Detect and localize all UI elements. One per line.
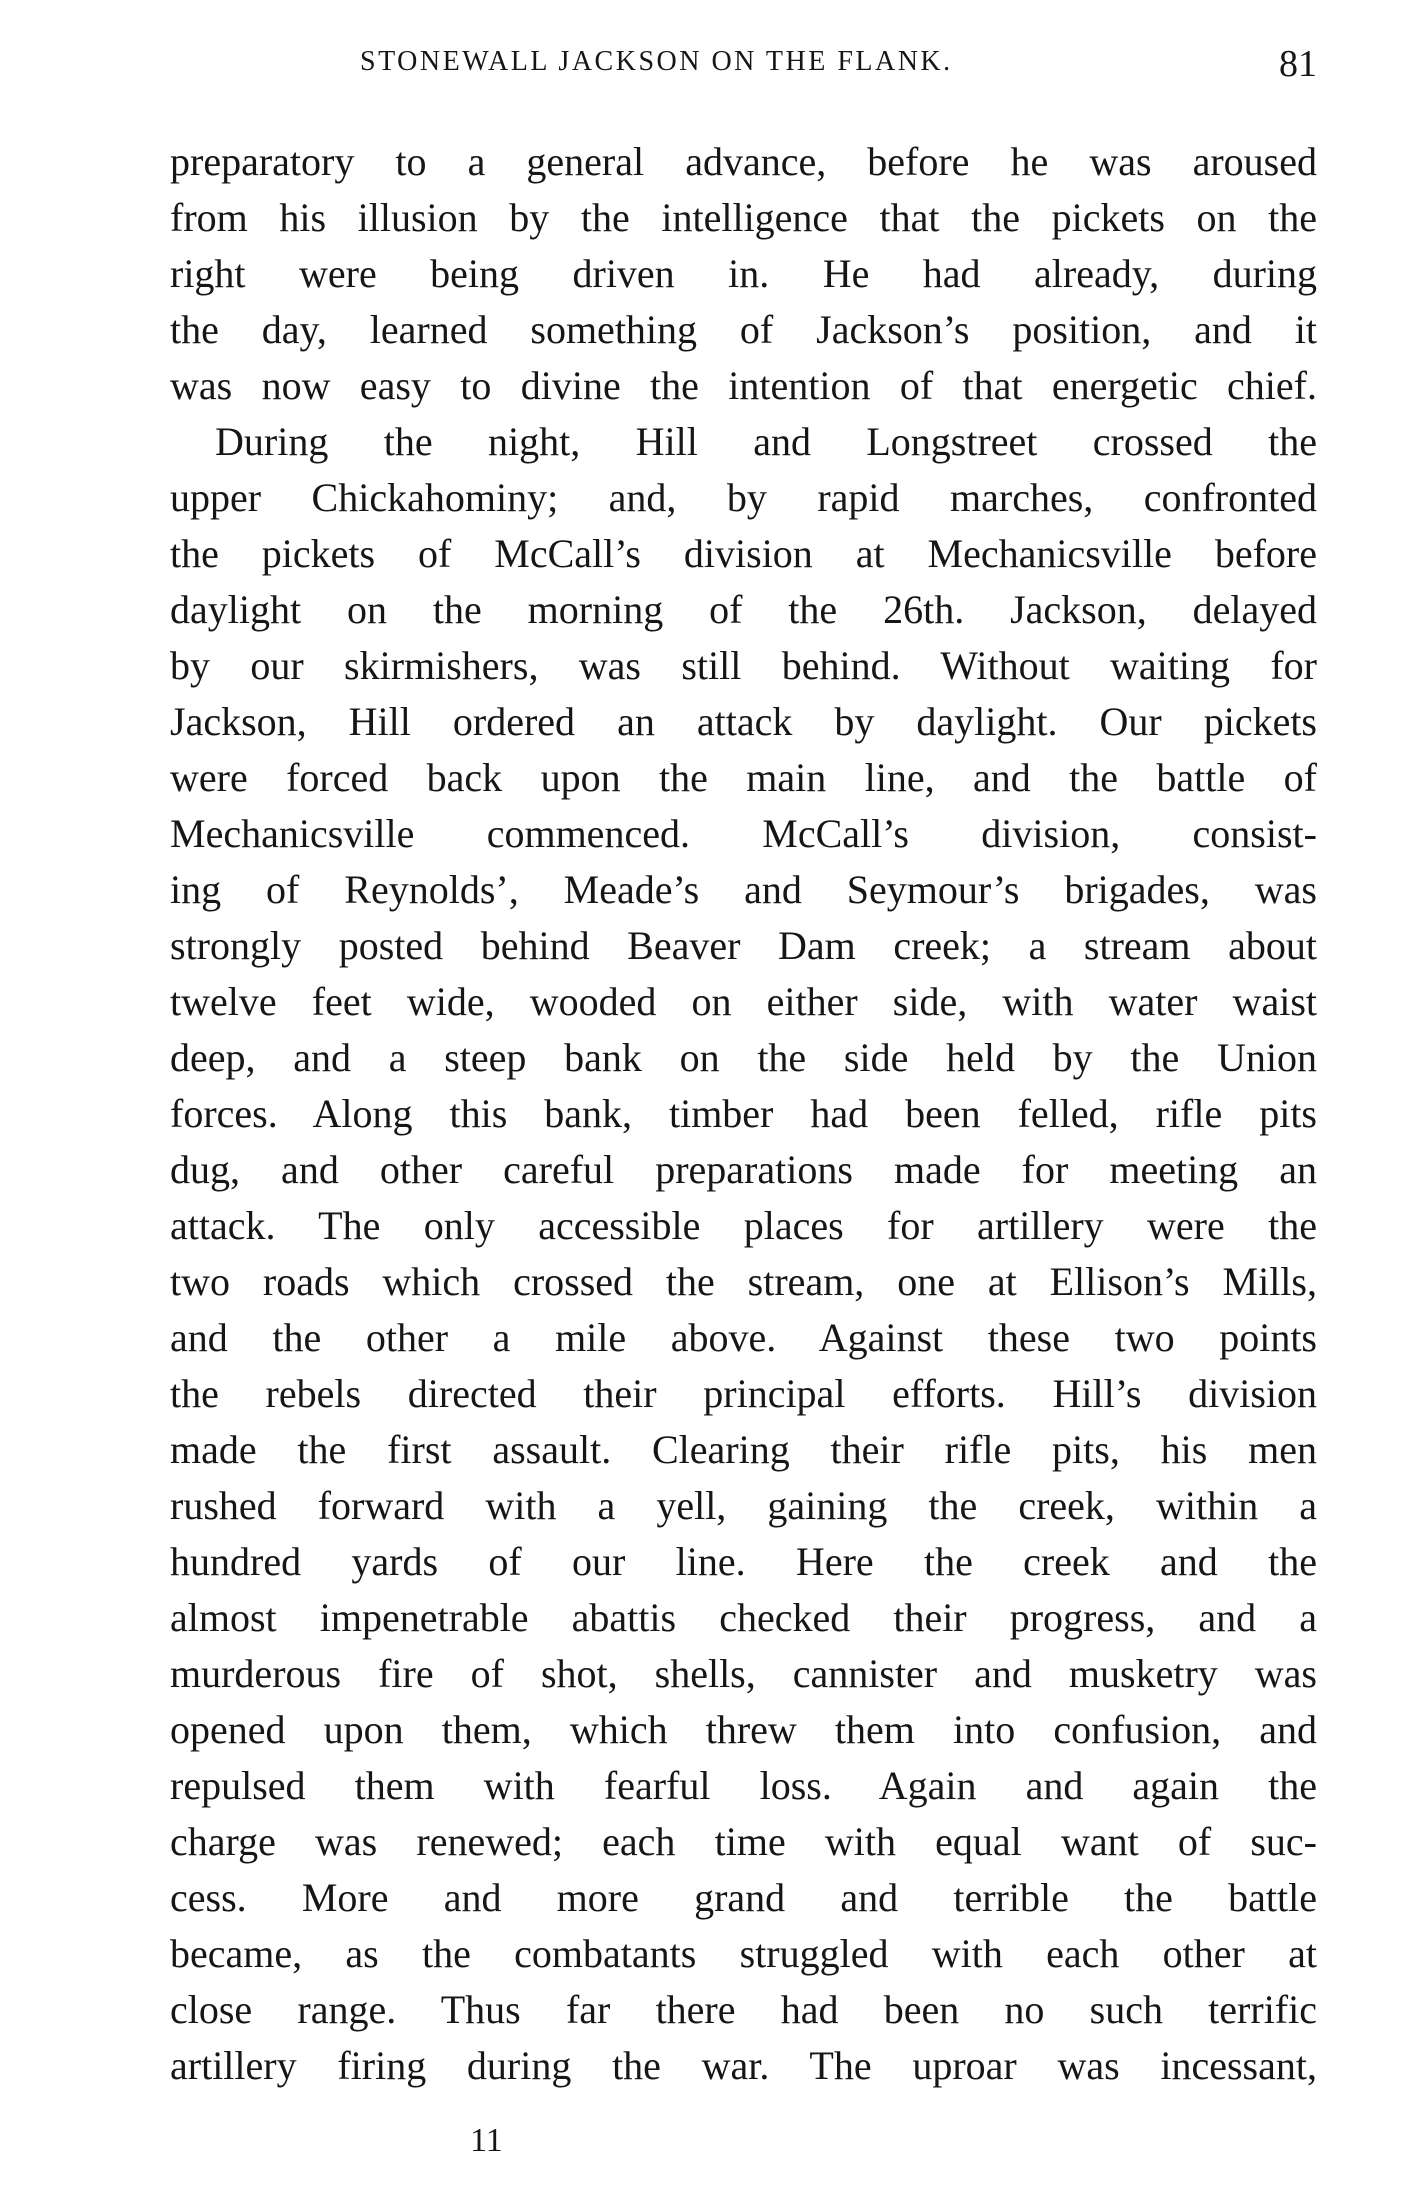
text-line: two roads which crossed the stream, one at Ellison’s Mills, <box>170 1259 1317 1304</box>
text-line: repulsed them with fearful loss. Again and again the <box>170 1763 1317 1808</box>
text-line: right were being driven in. He had already, during <box>170 251 1317 296</box>
text-line: opened upon them, which threw them into confusion, and <box>170 1707 1317 1752</box>
text-line: the rebels directed their principal efforts. Hill’s division <box>170 1371 1317 1416</box>
text-line: preparatory to a general advance, before he was aroused <box>170 139 1317 184</box>
text-line: and the other a mile above. Against these two points <box>170 1315 1317 1360</box>
text-line: almost impenetrable abattis checked their progress, and a <box>170 1595 1317 1640</box>
text-line: upper Chickahominy; and, by rapid marches, confronted <box>170 475 1317 520</box>
signature-mark: 11 <box>470 2122 503 2159</box>
text-line: rushed forward with a yell, gaining the creek, within a <box>170 1483 1317 1528</box>
text-line: was now easy to divine the intention of that energetic chief. <box>170 363 1317 408</box>
text-line: cess. More and more grand and terrible the battle <box>170 1875 1317 1920</box>
paragraph-start-line: During the night, Hill and Longstreet crossed the <box>215 419 1317 464</box>
text-line: close range. Thus far there had been no such terrific <box>170 1987 1317 2032</box>
text-line: Jackson, Hill ordered an attack by daylight. Our pickets <box>170 699 1317 744</box>
text-line: twelve feet wide, wooded on either side, with water waist <box>170 979 1317 1024</box>
text-line: strongly posted behind Beaver Dam creek; a stream about <box>170 923 1317 968</box>
text-line: made the first assault. Clearing their rifle pits, his men <box>170 1427 1317 1472</box>
text-line: the day, learned something of Jackson’s position, and it <box>170 307 1317 352</box>
body-text <box>170 134 1317 2094</box>
text-line: were forced back upon the main line, and the battle of <box>170 755 1317 800</box>
text-line: ing of Reynolds’, Meade’s and Seymour’s brigades, was <box>170 867 1317 912</box>
text-line: the pickets of McCall’s division at Mechanicsville before <box>170 531 1317 576</box>
page-number: 81 <box>1279 43 1317 85</box>
text-line: from his illusion by the intelligence that the pickets on the <box>170 195 1317 240</box>
text-line: forces. Along this bank, timber had been felled, rifle pits <box>170 1091 1317 1136</box>
text-line: murderous fire of shot, shells, cannister and musketry was <box>170 1651 1317 1696</box>
text-line: hundred yards of our line. Here the creek and the <box>170 1539 1317 1584</box>
text-line: Mechanicsville commenced. McCall’s division, consist- <box>170 811 1317 856</box>
running-head <box>170 43 1317 96</box>
text-line: daylight on the morning of the 26th. Jackson, delayed <box>170 587 1317 632</box>
text-line: attack. The only accessible places for artillery were the <box>170 1203 1317 1248</box>
text-line: dug, and other careful preparations made for meeting an <box>170 1147 1317 1192</box>
text-line: charge was renewed; each time with equal want of suc- <box>170 1819 1317 1864</box>
text-line: by our skirmishers, was still behind. Without waiting for <box>170 643 1317 688</box>
text-line: became, as the combatants struggled with each other at <box>170 1931 1317 1976</box>
text-line: artillery firing during the war. The uproar was incessant, <box>170 2043 1317 2088</box>
running-title: STONEWALL JACKSON ON THE FLANK. <box>360 46 953 77</box>
text-line: deep, and a steep bank on the side held by the Union <box>170 1035 1317 1080</box>
